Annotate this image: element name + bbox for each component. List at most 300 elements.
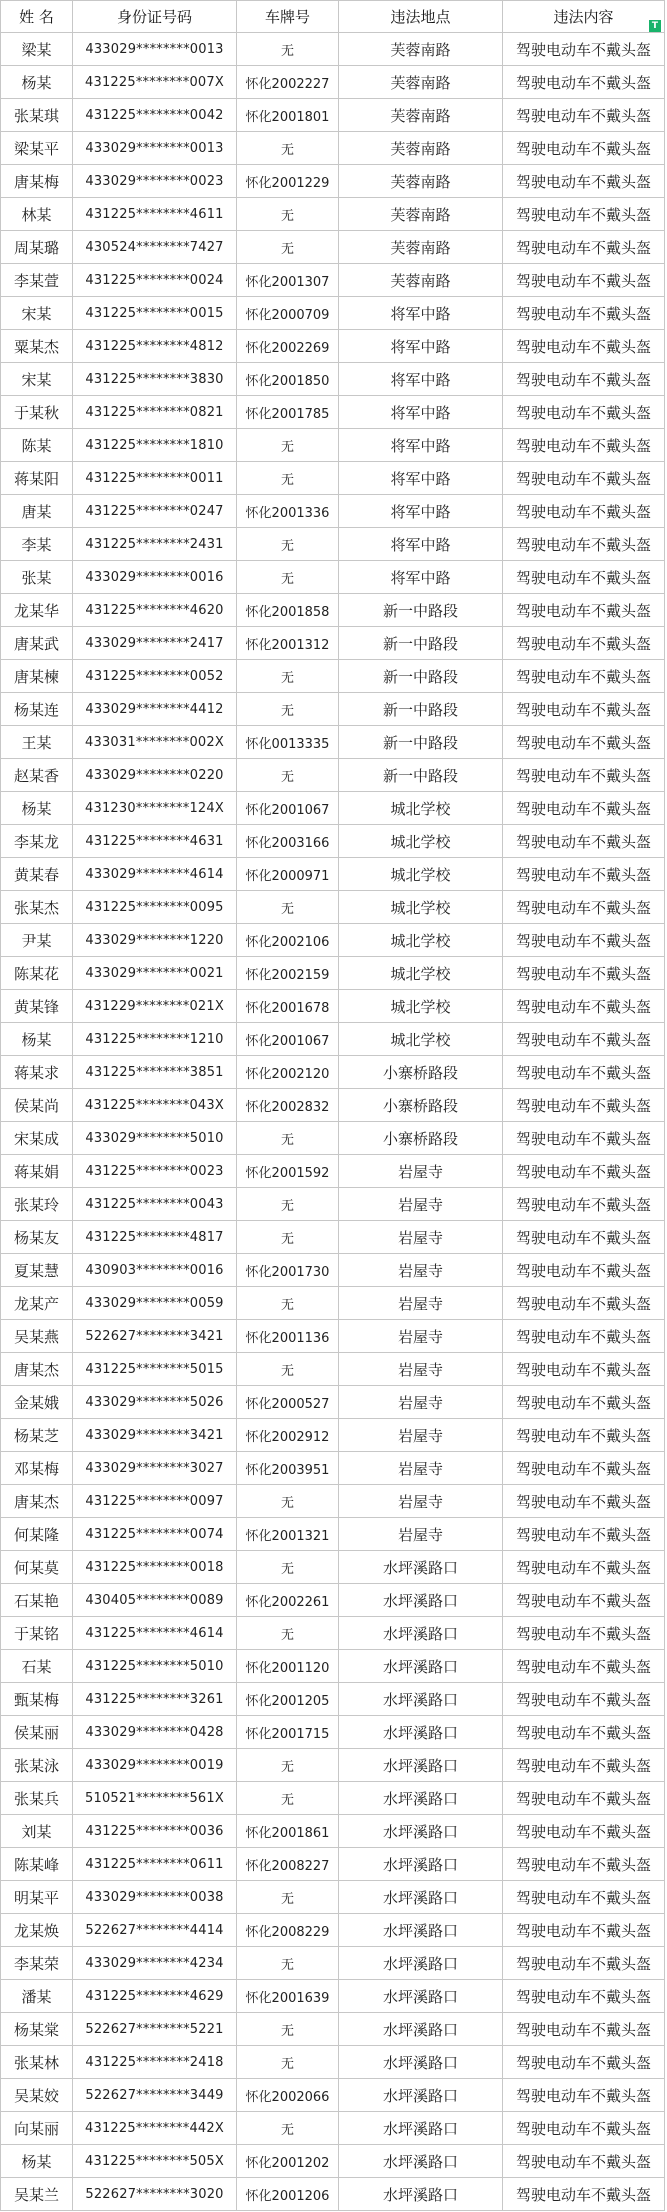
cell-id-number: 433029********0013 [73,33,237,66]
table-row [1,660,665,693]
table-row [1,1617,665,1650]
table-row [1,1881,665,1914]
cell-id-number: 433029********4412 [73,693,237,726]
cell-id-number: 431225********4631 [73,825,237,858]
cell-violation-content: 驾驶电动车不戴头盔 [503,1485,665,1518]
cell-name: 杨某友 [1,1221,73,1254]
cell-violation-content: 驾驶电动车不戴头盔 [503,264,665,297]
cell-plate-number: 怀化2001850 [237,363,339,396]
cell-violation-content: 驾驶电动车不戴头盔 [503,1848,665,1881]
cell-violation-place: 水坪溪路口 [339,2112,503,2145]
cell-violation-place: 岩屋寺 [339,1188,503,1221]
table-row [1,1914,665,1947]
header-id-number: 身份证号码 [73,1,237,33]
cell-plate-number: 怀化2001858 [237,594,339,627]
cell-plate-number: 无 [237,1188,339,1221]
cell-violation-content: 驾驶电动车不戴头盔 [503,231,665,264]
cell-plate-number: 怀化2001120 [237,1650,339,1683]
cell-id-number: 431225********0023 [73,1155,237,1188]
cell-violation-content: 驾驶电动车不戴头盔 [503,1617,665,1650]
cell-plate-number: 怀化2001067 [237,792,339,825]
cell-id-number: 431225********0018 [73,1551,237,1584]
cell-id-number: 433029********3421 [73,1419,237,1452]
cell-violation-place: 芙蓉南路 [339,66,503,99]
cell-id-number: 431225********0015 [73,297,237,330]
cell-name: 黄某锋 [1,990,73,1023]
header-violation-place: 违法地点 [339,1,503,33]
cell-name: 林某 [1,198,73,231]
cell-violation-place: 水坪溪路口 [339,1683,503,1716]
cell-plate-number: 怀化2001229 [237,165,339,198]
cell-plate-number: 无 [237,1221,339,1254]
cell-name: 明某平 [1,1881,73,1914]
cell-id-number: 431225********0095 [73,891,237,924]
cell-name: 蒋某娟 [1,1155,73,1188]
cell-name: 杨某 [1,1023,73,1056]
cell-violation-place: 岩屋寺 [339,1419,503,1452]
cell-id-number: 433029********0059 [73,1287,237,1320]
cell-name: 龙某产 [1,1287,73,1320]
cell-violation-content: 驾驶电动车不戴头盔 [503,1056,665,1089]
cell-violation-content: 驾驶电动车不戴头盔 [503,858,665,891]
cell-name: 宋某成 [1,1122,73,1155]
cell-plate-number: 无 [237,198,339,231]
cell-id-number: 431225********4817 [73,1221,237,1254]
table-row [1,627,665,660]
cell-name: 向某丽 [1,2112,73,2145]
cell-id-number: 433029********2417 [73,627,237,660]
cell-violation-place: 新一中路段 [339,660,503,693]
cell-violation-place: 岩屋寺 [339,1155,503,1188]
cell-violation-content: 驾驶电动车不戴头盔 [503,297,665,330]
cell-name: 陈某峰 [1,1848,73,1881]
cell-plate-number: 无 [237,2046,339,2079]
cell-violation-place: 水坪溪路口 [339,1749,503,1782]
cell-id-number: 431225********0247 [73,495,237,528]
table-row [1,1683,665,1716]
cell-violation-content: 驾驶电动车不戴头盔 [503,1419,665,1452]
cell-violation-content: 驾驶电动车不戴头盔 [503,990,665,1023]
cell-plate-number: 怀化2001639 [237,1980,339,2013]
cell-name: 杨某 [1,792,73,825]
cell-violation-place: 芙蓉南路 [339,231,503,264]
cell-name: 李某荣 [1,1947,73,1980]
cell-violation-content: 驾驶电动车不戴头盔 [503,1452,665,1485]
cell-violation-content: 驾驶电动车不戴头盔 [503,1914,665,1947]
cell-plate-number: 怀化2000971 [237,858,339,891]
table-row [1,2112,665,2145]
cell-violation-content: 驾驶电动车不戴头盔 [503,2046,665,2079]
table-row [1,1518,665,1551]
cell-violation-content: 驾驶电动车不戴头盔 [503,396,665,429]
cell-name: 黄某春 [1,858,73,891]
cell-plate-number: 怀化2002261 [237,1584,339,1617]
table-row [1,1353,665,1386]
cell-violation-content: 驾驶电动车不戴头盔 [503,759,665,792]
table-row [1,231,665,264]
cell-violation-content: 驾驶电动车不戴头盔 [503,165,665,198]
cell-id-number: 431225********043X [73,1089,237,1122]
cell-violation-content: 驾驶电动车不戴头盔 [503,1716,665,1749]
table-row [1,1089,665,1122]
table-row [1,1023,665,1056]
cell-plate-number: 无 [237,891,339,924]
cell-violation-content: 驾驶电动车不戴头盔 [503,2178,665,2211]
cell-id-number: 433029********0019 [73,1749,237,1782]
table-row [1,66,665,99]
cell-name: 王某 [1,726,73,759]
table-row [1,1188,665,1221]
cell-plate-number: 怀化2001785 [237,396,339,429]
cell-name: 宋某 [1,297,73,330]
cell-violation-content: 驾驶电动车不戴头盔 [503,792,665,825]
cell-violation-place: 水坪溪路口 [339,2145,503,2178]
cell-name: 侯某尚 [1,1089,73,1122]
cell-violation-place: 芙蓉南路 [339,165,503,198]
cell-violation-place: 城北学校 [339,858,503,891]
cell-name: 张某杰 [1,891,73,924]
cell-violation-place: 水坪溪路口 [339,1914,503,1947]
cell-violation-content: 驾驶电动车不戴头盔 [503,891,665,924]
cell-plate-number: 怀化2002227 [237,66,339,99]
cell-violation-place: 岩屋寺 [339,1485,503,1518]
cell-id-number: 430903********0016 [73,1254,237,1287]
cell-violation-place: 水坪溪路口 [339,1584,503,1617]
cell-plate-number: 怀化2001312 [237,627,339,660]
cell-violation-place: 水坪溪路口 [339,1848,503,1881]
cell-plate-number: 无 [237,1947,339,1980]
cell-id-number: 431230********124X [73,792,237,825]
cell-name: 李某龙 [1,825,73,858]
cell-name: 张某玲 [1,1188,73,1221]
cell-id-number: 510521********561X [73,1782,237,1815]
cell-violation-place: 岩屋寺 [339,1386,503,1419]
header-plate-number: 车牌号 [237,1,339,33]
table-row [1,363,665,396]
cell-name: 何某隆 [1,1518,73,1551]
cell-violation-place: 城北学校 [339,924,503,957]
cell-plate-number: 无 [237,660,339,693]
cell-name: 潘某 [1,1980,73,2013]
cell-violation-place: 水坪溪路口 [339,2013,503,2046]
cell-name: 蒋某求 [1,1056,73,1089]
cell-violation-place: 小寨桥路段 [339,1056,503,1089]
cell-id-number: 431225********0611 [73,1848,237,1881]
cell-id-number: 431225********442X [73,2112,237,2145]
cell-violation-content: 驾驶电动车不戴头盔 [503,1221,665,1254]
table-row [1,1848,665,1881]
cell-violation-content: 驾驶电动车不戴头盔 [503,1584,665,1617]
cell-id-number: 433029********0038 [73,1881,237,1914]
cell-id-number: 431229********021X [73,990,237,1023]
cell-violation-place: 岩屋寺 [339,1221,503,1254]
cell-violation-place: 芙蓉南路 [339,198,503,231]
table-row [1,132,665,165]
cell-violation-content: 驾驶电动车不戴头盔 [503,1518,665,1551]
table-row [1,891,665,924]
cell-plate-number: 怀化2001307 [237,264,339,297]
cell-violation-place: 新一中路段 [339,594,503,627]
table-row [1,594,665,627]
cell-id-number: 431225********3851 [73,1056,237,1089]
cell-plate-number: 怀化2001730 [237,1254,339,1287]
cell-violation-place: 芙蓉南路 [339,264,503,297]
table-row [1,1254,665,1287]
cell-id-number: 431225********4611 [73,198,237,231]
cell-plate-number: 怀化2001206 [237,2178,339,2211]
cell-violation-content: 驾驶电动车不戴头盔 [503,1683,665,1716]
table-row [1,297,665,330]
cell-id-number: 433029********0013 [73,132,237,165]
cell-name: 甄某梅 [1,1683,73,1716]
cell-name: 何某莫 [1,1551,73,1584]
cell-violation-content: 驾驶电动车不戴头盔 [503,1650,665,1683]
table-row [1,264,665,297]
cell-violation-content: 驾驶电动车不戴头盔 [503,1287,665,1320]
cell-id-number: 522627********3449 [73,2079,237,2112]
cell-name: 侯某丽 [1,1716,73,1749]
cell-name: 李某萱 [1,264,73,297]
table-marker-icon: T [649,20,661,32]
cell-plate-number: 无 [237,759,339,792]
cell-name: 吴某燕 [1,1320,73,1353]
table-row [1,1551,665,1584]
cell-violation-place: 将军中路 [339,561,503,594]
cell-plate-number: 怀化2002832 [237,1089,339,1122]
cell-name: 张某琪 [1,99,73,132]
cell-id-number: 433029********0220 [73,759,237,792]
cell-plate-number: 怀化2001801 [237,99,339,132]
cell-name: 杨某 [1,66,73,99]
cell-violation-place: 将军中路 [339,495,503,528]
cell-violation-place: 水坪溪路口 [339,1815,503,1848]
cell-violation-content: 驾驶电动车不戴头盔 [503,462,665,495]
cell-id-number: 433029********4614 [73,858,237,891]
cell-id-number: 522627********4414 [73,1914,237,1947]
cell-plate-number: 无 [237,231,339,264]
cell-violation-place: 水坪溪路口 [339,1650,503,1683]
cell-name: 唐某武 [1,627,73,660]
cell-plate-number: 怀化2000709 [237,297,339,330]
cell-violation-content: 驾驶电动车不戴头盔 [503,99,665,132]
cell-name: 张某泳 [1,1749,73,1782]
cell-violation-place: 岩屋寺 [339,1518,503,1551]
cell-name: 李某 [1,528,73,561]
cell-name: 龙某华 [1,594,73,627]
cell-plate-number: 无 [237,1353,339,1386]
cell-name: 金某娥 [1,1386,73,1419]
cell-id-number: 431225********4629 [73,1980,237,2013]
cell-violation-place: 小寨桥路段 [339,1089,503,1122]
table-row [1,693,665,726]
cell-name: 杨某棠 [1,2013,73,2046]
cell-plate-number: 怀化2001136 [237,1320,339,1353]
cell-id-number: 430524********7427 [73,231,237,264]
table-row [1,1749,665,1782]
cell-violation-content: 驾驶电动车不戴头盔 [503,2145,665,2178]
cell-violation-content: 驾驶电动车不戴头盔 [503,1188,665,1221]
cell-plate-number: 无 [237,462,339,495]
table-row [1,1716,665,1749]
cell-id-number: 431225********3830 [73,363,237,396]
cell-plate-number: 无 [237,1881,339,1914]
table-row [1,396,665,429]
cell-violation-place: 城北学校 [339,957,503,990]
cell-name: 张某林 [1,2046,73,2079]
table-row [1,2178,665,2211]
cell-violation-content: 驾驶电动车不戴头盔 [503,2112,665,2145]
cell-violation-place: 水坪溪路口 [339,1551,503,1584]
cell-violation-content: 驾驶电动车不戴头盔 [503,1089,665,1122]
cell-violation-place: 水坪溪路口 [339,1947,503,1980]
table-row [1,1452,665,1485]
cell-violation-place: 水坪溪路口 [339,1980,503,2013]
cell-plate-number: 怀化2008227 [237,1848,339,1881]
cell-violation-place: 将军中路 [339,528,503,561]
cell-plate-number: 怀化2003166 [237,825,339,858]
table-row [1,2145,665,2178]
cell-plate-number: 无 [237,561,339,594]
table-row [1,2046,665,2079]
table-row [1,495,665,528]
cell-id-number: 431225********0043 [73,1188,237,1221]
cell-violation-place: 新一中路段 [339,726,503,759]
cell-plate-number: 无 [237,1287,339,1320]
cell-id-number: 433029********0016 [73,561,237,594]
cell-id-number: 433029********5010 [73,1122,237,1155]
cell-name: 夏某慧 [1,1254,73,1287]
cell-violation-place: 城北学校 [339,825,503,858]
cell-plate-number: 无 [237,1749,339,1782]
cell-plate-number: 怀化2001861 [237,1815,339,1848]
cell-violation-content: 驾驶电动车不戴头盔 [503,1320,665,1353]
cell-id-number: 522627********3020 [73,2178,237,2211]
cell-violation-place: 水坪溪路口 [339,2178,503,2211]
cell-violation-content: 驾驶电动车不戴头盔 [503,2079,665,2112]
table-row [1,1584,665,1617]
cell-id-number: 431225********3261 [73,1683,237,1716]
cell-violation-content: 驾驶电动车不戴头盔 [503,1155,665,1188]
cell-violation-place: 岩屋寺 [339,1287,503,1320]
cell-name: 梁某 [1,33,73,66]
table-row [1,561,665,594]
cell-plate-number: 无 [237,693,339,726]
cell-violation-place: 水坪溪路口 [339,1782,503,1815]
cell-plate-number: 怀化2002106 [237,924,339,957]
cell-plate-number: 怀化2001321 [237,1518,339,1551]
cell-name: 张某兵 [1,1782,73,1815]
table-row [1,1122,665,1155]
cell-plate-number: 怀化2001336 [237,495,339,528]
cell-violation-place: 新一中路段 [339,693,503,726]
cell-violation-content: 驾驶电动车不戴头盔 [503,429,665,462]
cell-name: 陈某 [1,429,73,462]
cell-plate-number: 无 [237,1551,339,1584]
header-name: 姓 名 [1,1,73,33]
cell-id-number: 433029********0428 [73,1716,237,1749]
cell-id-number: 431225********4614 [73,1617,237,1650]
cell-plate-number: 怀化2001715 [237,1716,339,1749]
cell-name: 梁某平 [1,132,73,165]
table-row [1,1155,665,1188]
header-violation-content: 违法内容 [503,1,665,33]
cell-name: 唐某杰 [1,1485,73,1518]
cell-violation-place: 新一中路段 [339,759,503,792]
table-row [1,2079,665,2112]
cell-violation-place: 小寨桥路段 [339,1122,503,1155]
cell-violation-place: 岩屋寺 [339,1320,503,1353]
table-row [1,429,665,462]
cell-id-number: 430405********0089 [73,1584,237,1617]
cell-plate-number: 无 [237,2112,339,2145]
cell-plate-number: 怀化2002159 [237,957,339,990]
cell-name: 宋某 [1,363,73,396]
cell-violation-content: 驾驶电动车不戴头盔 [503,660,665,693]
table-row [1,825,665,858]
table-row [1,1320,665,1353]
cell-violation-place: 水坪溪路口 [339,2079,503,2112]
cell-id-number: 431225********5015 [73,1353,237,1386]
cell-violation-content: 驾驶电动车不戴头盔 [503,1980,665,2013]
cell-id-number: 522627********3421 [73,1320,237,1353]
cell-plate-number: 无 [237,1485,339,1518]
cell-plate-number: 怀化2000527 [237,1386,339,1419]
cell-id-number: 433029********1220 [73,924,237,957]
cell-violation-content: 驾驶电动车不戴头盔 [503,1386,665,1419]
cell-id-number: 433029********4234 [73,1947,237,1980]
cell-violation-content: 驾驶电动车不戴头盔 [503,825,665,858]
cell-id-number: 433029********5026 [73,1386,237,1419]
table-row [1,462,665,495]
cell-violation-content: 驾驶电动车不戴头盔 [503,330,665,363]
cell-id-number: 431225********0097 [73,1485,237,1518]
cell-name: 于某秋 [1,396,73,429]
table-row [1,1056,665,1089]
cell-violation-content: 驾驶电动车不戴头盔 [503,1254,665,1287]
cell-id-number: 431225********1810 [73,429,237,462]
cell-id-number: 431225********2431 [73,528,237,561]
cell-violation-place: 城北学校 [339,990,503,1023]
cell-violation-place: 城北学校 [339,1023,503,1056]
cell-violation-content: 驾驶电动车不戴头盔 [503,594,665,627]
cell-violation-place: 水坪溪路口 [339,1716,503,1749]
cell-violation-place: 岩屋寺 [339,1452,503,1485]
cell-violation-content: 驾驶电动车不戴头盔 [503,1881,665,1914]
cell-violation-content: 驾驶电动车不戴头盔 [503,1749,665,1782]
table-row [1,1287,665,1320]
table-row [1,330,665,363]
table-row [1,1650,665,1683]
table-row [1,759,665,792]
cell-violation-content: 驾驶电动车不戴头盔 [503,495,665,528]
cell-name: 于某铭 [1,1617,73,1650]
cell-violation-place: 将军中路 [339,396,503,429]
cell-violation-content: 驾驶电动车不戴头盔 [503,2013,665,2046]
cell-id-number: 431225********0052 [73,660,237,693]
cell-id-number: 431225********4620 [73,594,237,627]
cell-violation-place: 水坪溪路口 [339,1617,503,1650]
cell-violation-content: 驾驶电动车不戴头盔 [503,627,665,660]
table-row [1,1485,665,1518]
cell-violation-place: 芙蓉南路 [339,33,503,66]
cell-plate-number: 无 [237,33,339,66]
cell-name: 邓某梅 [1,1452,73,1485]
table-row [1,165,665,198]
cell-plate-number: 无 [237,528,339,561]
cell-violation-place: 芙蓉南路 [339,99,503,132]
table-row [1,99,665,132]
cell-id-number: 431225********0036 [73,1815,237,1848]
